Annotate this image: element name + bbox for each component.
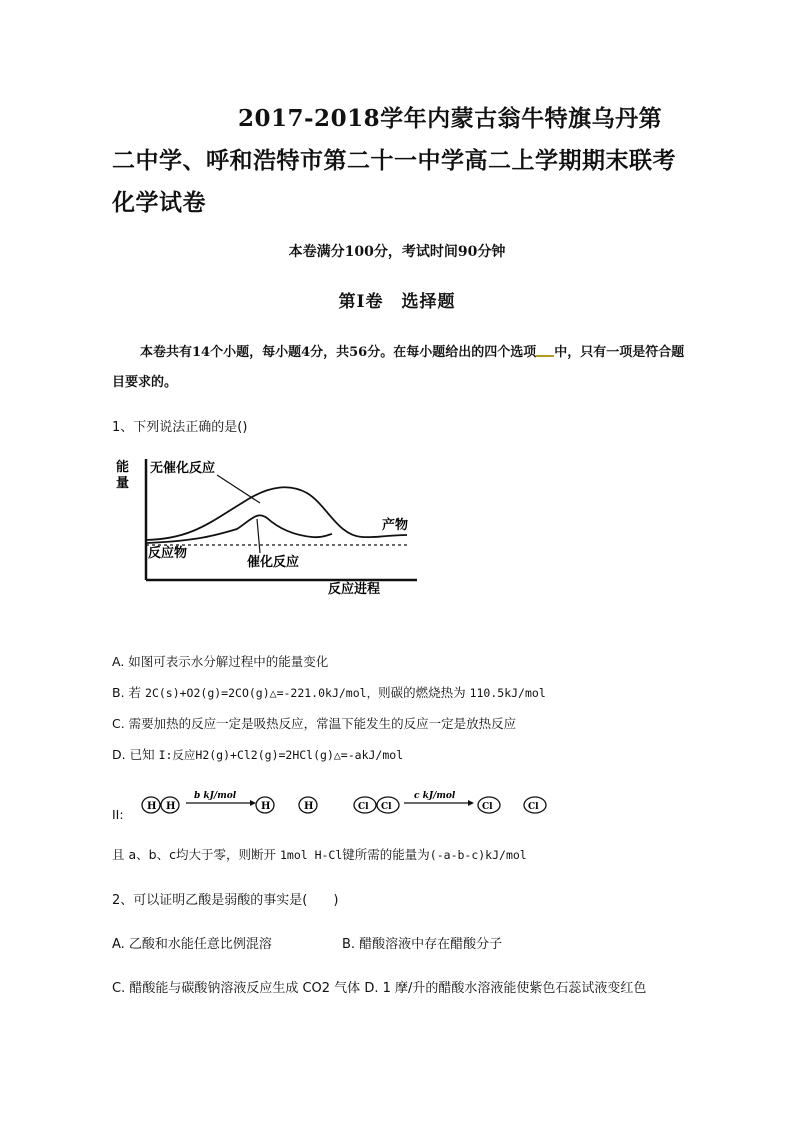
- cl-atom-2: Cl: [381, 802, 392, 812]
- underline-mark: [536, 341, 554, 357]
- q1-option-b-prefix: B. 若: [112, 685, 142, 700]
- question-2-stem: 2、可以证明乙酸是弱酸的事实是( ): [112, 893, 339, 908]
- section-heading: [0, 287, 794, 312]
- cl-atom-1: Cl: [358, 802, 369, 812]
- q1-option-b: [112, 683, 546, 701]
- h-atom-1: H: [147, 801, 157, 812]
- cont-post: 键所需的能量为: [342, 847, 430, 862]
- h-atom-3: H: [261, 801, 271, 812]
- reactant-label: 反应物: [148, 546, 188, 561]
- cont-prefix: 且: [112, 847, 125, 862]
- q1-option-b-value: 110.5kJ/mol: [469, 686, 546, 700]
- y-axis-label-1: 能: [116, 460, 130, 475]
- cont-mol: 1mol H-Cl: [279, 848, 343, 862]
- exam-subtitle: 本卷满分100分，考试时间90分钟: [288, 244, 506, 260]
- cl-arrowhead: [468, 800, 474, 806]
- cl-atom-4: Cl: [528, 802, 539, 812]
- q1-option-c: C. 需要加热的反应一定是吸热反应，常温下能发生的反应一定是放热反应: [112, 716, 517, 731]
- cl2-molecule: [354, 797, 399, 813]
- q1-continuation: [112, 845, 527, 863]
- energy-diagram: [112, 455, 422, 595]
- q1-option-d-prefix: D. 已知: [112, 747, 155, 762]
- instructions: [112, 338, 687, 398]
- h-atom-2: H: [166, 801, 176, 812]
- q1-option-d-equation: I:反应H2(g)+Cl2(g)=2HCl(g)△=-akJ/mol: [158, 748, 404, 762]
- catalyzed-label: 催化反应: [247, 555, 300, 570]
- q1-option-a: A. 如图可表示水分解过程中的能量变化: [112, 654, 329, 669]
- h-atom-4: H: [304, 801, 314, 812]
- h-arrowhead: [250, 800, 256, 806]
- question-1-stem: 1、下列说法正确的是(): [112, 420, 248, 435]
- cont-mid: 均大于零，则断开: [175, 847, 276, 862]
- h-arrow-label: b kJ/mol: [194, 791, 237, 801]
- catalyzed-leader: [257, 519, 260, 553]
- cont-expr: (-a-b-c)kJ/mol: [429, 848, 527, 862]
- instruction-part-b: 中，只有一项是符合题目要求的。: [112, 345, 685, 390]
- q1-option-d: [112, 745, 403, 763]
- h2-molecule: [142, 797, 179, 813]
- uncatalyzed-leader: [217, 475, 260, 503]
- q1-option-b-equation: 2C(s)+O2(g)=2CO(g)△=-221.0kJ/mol，: [145, 686, 379, 700]
- cont-abc: a、b、c: [128, 847, 176, 862]
- uncatalyzed-label: 无催化反应: [150, 461, 216, 476]
- q2-option-cd: C. 醋酸能与碳酸钠溶液反应生成 CO2 气体 D. 1 摩/升的醋酸水溶液能使紫色石蕊试液变红色: [112, 981, 647, 996]
- q1-option-b-text: 则碳的燃烧热为: [378, 685, 466, 700]
- page-title: 2017-2018学年内蒙古翁牛特旗乌丹第二中学、呼和浩特市第二十一中学高二上学期期末联考化学试卷: [112, 105, 676, 216]
- section-volume: 第Ⅰ卷: [338, 292, 384, 312]
- q2-option-a: A. 乙酸和水能任意比例混溶: [112, 937, 272, 952]
- y-axis-label-2: 量: [116, 476, 130, 491]
- cl-arrow-label: c kJ/mol: [414, 791, 456, 801]
- instruction-part-a: 本卷共有14个小题，每小题4分，共56分。在每小题给出的四个选项: [140, 345, 537, 360]
- uncatalyzed-curve: [146, 487, 407, 540]
- section-type: 选择题: [401, 292, 456, 312]
- bond-breaking-diagram: [140, 788, 560, 820]
- catalyzed-curve: [146, 515, 332, 543]
- x-axis-label: 反应进程: [328, 582, 381, 595]
- q2-option-b: B. 醋酸溶液中存在醋酸分子: [342, 937, 503, 952]
- cl-atom-3: Cl: [482, 802, 493, 812]
- product-label: 产物: [382, 518, 409, 533]
- q1-part-ii-label: II:: [112, 807, 124, 822]
